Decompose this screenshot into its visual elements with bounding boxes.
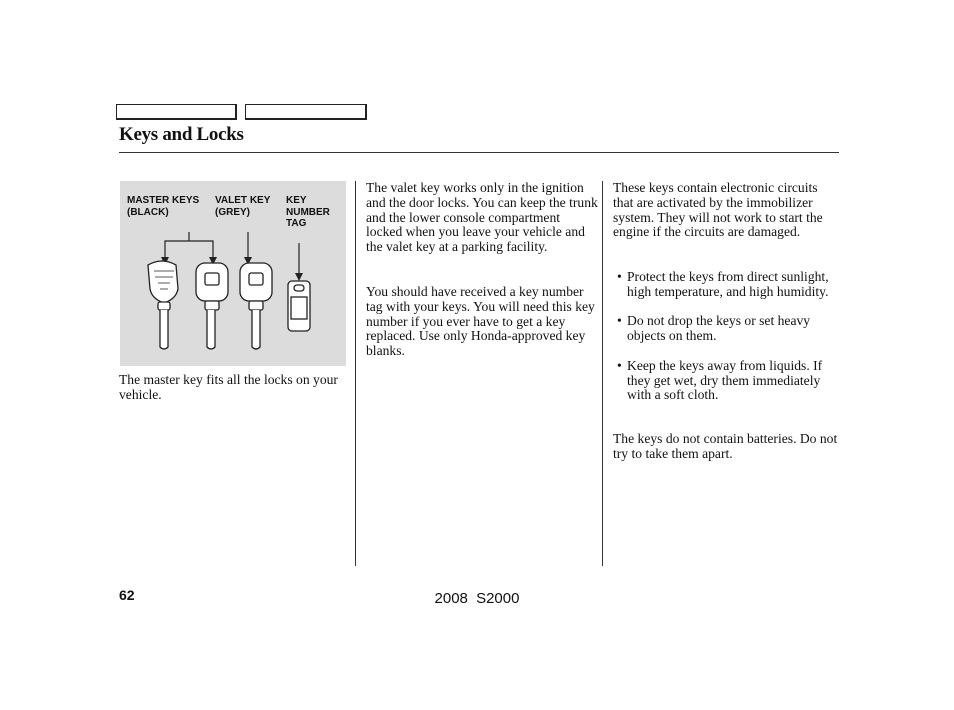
list-item: • Do not drop the keys or set heavy objects on them.	[617, 313, 811, 344]
list-item: • Keep the keys away from liquids. If they get wet, dry them immediately with a soft cloth.	[617, 357, 823, 403]
batteries-paragraph: The keys do not contain batteries. Do not try to take them apart.	[613, 431, 838, 461]
nav-tab-index[interactable]	[245, 104, 367, 120]
master-key-icon	[148, 261, 178, 349]
immobilizer-paragraph: These keys contain electronic circuits that are activated by the immobilizer system. They will not work to start the engine if the circuits are damaged.	[613, 180, 823, 240]
page-number: 62	[119, 587, 135, 603]
keys-illustration	[120, 181, 346, 366]
bullet-icon: •	[617, 313, 622, 329]
valet-key-paragraph: The valet key works only in the ignition and the door locks. You can keep the trunk and the lower console compartment locked when you leave your vehicle and the valet key at a parking facility.	[366, 180, 598, 255]
column-divider	[355, 181, 356, 566]
key-number-tag-icon	[288, 281, 310, 331]
valet-key-label: VALET KEY (GREY)	[215, 195, 271, 218]
valet-key-icon	[240, 263, 272, 349]
nav-tab-previous[interactable]	[116, 104, 237, 120]
bullet-icon: •	[617, 357, 622, 373]
key-tag-paragraph: You should have received a key number tag with your keys. You will need this key number if you ever have to get a key replaced. Use only Honda-approved key blanks.	[366, 284, 595, 359]
page-title: Keys and Locks	[119, 124, 244, 145]
keys-drawing	[120, 181, 346, 366]
list-item: • Protect the keys from direct sunlight, high temperature, and high humidity.	[617, 269, 829, 299]
master-key-paragraph: The master key fits all the locks on your vehicle.	[119, 372, 338, 402]
key-care-list	[613, 270, 841, 418]
title-rule	[119, 152, 839, 153]
footer-model: 2008 S2000	[434, 590, 520, 607]
column-divider	[602, 181, 603, 566]
master-key-icon	[196, 263, 228, 349]
key-number-tag-label: KEY NUMBER TAG	[286, 195, 330, 229]
bullet-icon: •	[617, 269, 622, 284]
master-keys-label: MASTER KEYS (BLACK)	[127, 195, 200, 218]
